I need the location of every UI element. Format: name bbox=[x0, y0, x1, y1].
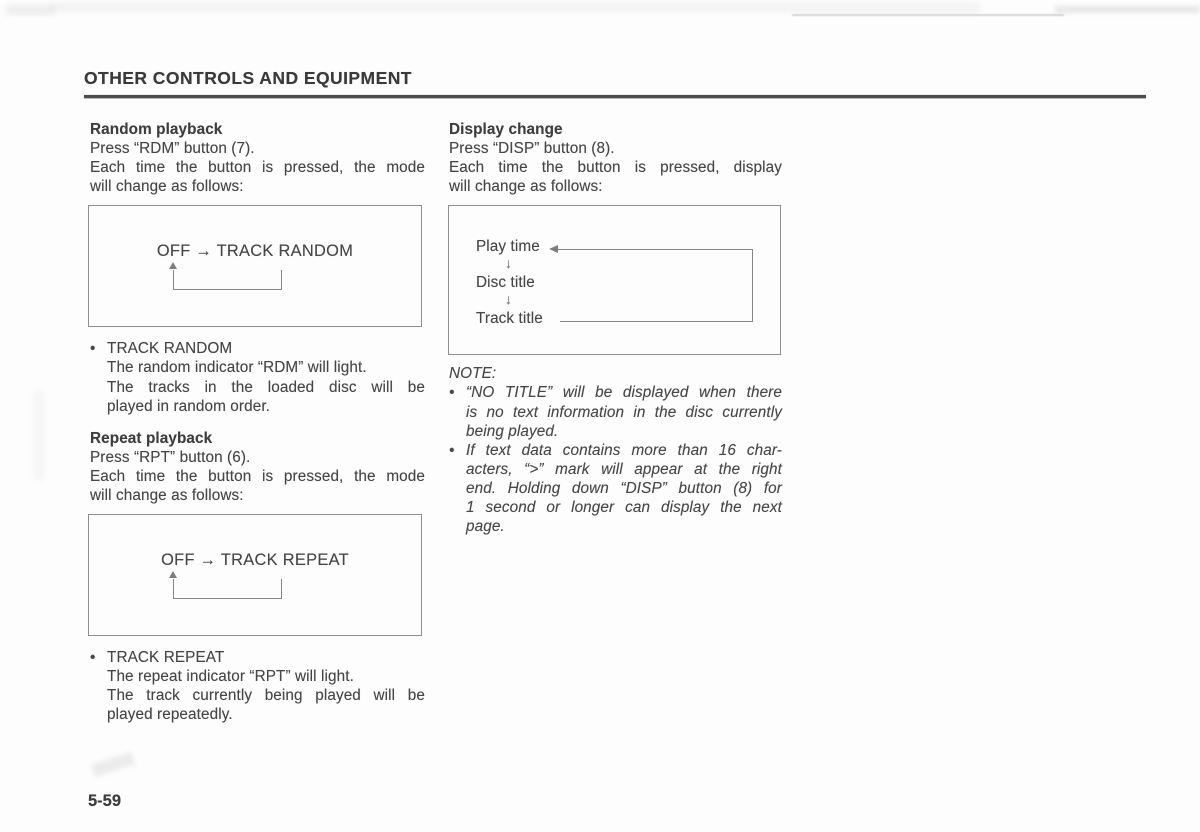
page-number: 5-59 bbox=[88, 792, 122, 810]
return-line-vertical bbox=[752, 249, 753, 322]
track-repeat-bullet-text bbox=[107, 648, 425, 724]
scan-artifact-top-right bbox=[1055, 6, 1200, 13]
text-line: Each time the button is pressed, the mode bbox=[90, 467, 425, 485]
scan-artifact-top-band bbox=[50, 3, 980, 12]
display-item-track-title: Track title bbox=[476, 310, 543, 328]
text-line: The random indicator “RDM” will light. bbox=[107, 359, 367, 377]
track-random-bullet-text bbox=[107, 339, 425, 415]
left-column bbox=[90, 120, 425, 725]
note-label: NOTE: bbox=[449, 365, 497, 383]
text-line: Each time the button is pressed, the mode bbox=[90, 159, 425, 177]
section-heading-repeat-playback: Repeat playback bbox=[90, 429, 213, 447]
text-line: played in random order. bbox=[107, 397, 271, 415]
bullet-icon: • bbox=[449, 384, 455, 402]
down-arrow-icon: ↓ bbox=[505, 255, 513, 272]
loop-return-line bbox=[173, 579, 282, 599]
chapter-title: OTHER CONTROLS AND EQUIPMENT bbox=[84, 68, 412, 88]
bullet-icon: • bbox=[90, 340, 96, 358]
text-line: will change as follows: bbox=[90, 487, 244, 505]
section-heading-display-change: Display change bbox=[449, 121, 563, 138]
scan-artifact-footer bbox=[91, 752, 135, 777]
header-rule bbox=[84, 95, 1146, 98]
text-line: will change as follows: bbox=[90, 178, 244, 196]
track-repeat-bullet bbox=[90, 648, 425, 724]
loop-arrowhead-icon bbox=[169, 571, 177, 578]
text-line: The tracks in the loaded disc will be bbox=[107, 378, 425, 396]
down-arrow-icon: ↓ bbox=[505, 291, 513, 308]
text-line: The repeat indicator “RPT” will light. bbox=[107, 668, 354, 686]
text-line: Press “RDM” button (7). bbox=[90, 140, 255, 158]
note-bullet-no-title-text bbox=[466, 383, 782, 440]
bullet-icon: • bbox=[449, 441, 455, 459]
repeat-playback-intro bbox=[90, 448, 425, 505]
text-line: TRACK REPEAT bbox=[107, 649, 225, 667]
display-item-play-time: Play time bbox=[476, 238, 540, 256]
return-line-bottom bbox=[560, 321, 752, 322]
loop-arrowhead-icon bbox=[169, 262, 177, 269]
text-line: end. Holding down “DISP” button (8) for bbox=[466, 479, 782, 497]
text-line: page. bbox=[466, 518, 505, 536]
text-line: is no text information in the disc currently bbox=[466, 403, 782, 421]
text-line: TRACK RANDOM bbox=[107, 340, 233, 358]
display-item-disc-title: Disc title bbox=[476, 274, 535, 292]
repeat-mode-diagram bbox=[88, 514, 422, 636]
scan-artifact-left-edge bbox=[34, 390, 44, 480]
text-line: played repeatedly. bbox=[107, 706, 233, 724]
text-line: 1 second or longer can display the next bbox=[466, 499, 782, 517]
note-bullet-text-data bbox=[449, 441, 782, 536]
left-arrowhead-icon bbox=[549, 245, 558, 253]
scan-artifact-corner bbox=[6, 5, 54, 15]
note-bullet-text-data-text bbox=[466, 441, 782, 536]
note-bullet-no-title bbox=[449, 383, 782, 440]
note-block bbox=[449, 364, 782, 536]
random-mode-diagram-label: OFF → TRACK RANDOM bbox=[156, 242, 354, 261]
return-line-top bbox=[558, 249, 752, 250]
bullet-icon: • bbox=[90, 649, 96, 667]
text-line: Press “RPT” button (6). bbox=[90, 448, 251, 466]
right-column bbox=[449, 120, 782, 536]
text-line: Each time the button is pressed, display bbox=[449, 159, 782, 177]
scan-artifact-top-line bbox=[792, 14, 1064, 16]
text-line: acters, “>” mark will appear at the right bbox=[466, 460, 782, 478]
section-heading-random-playback: Random playback bbox=[90, 121, 223, 138]
text-line: If text data contains more than 16 char- bbox=[466, 441, 782, 459]
display-change-intro bbox=[449, 139, 782, 196]
loop-return-line bbox=[173, 270, 282, 290]
text-line: being played. bbox=[466, 422, 559, 440]
display-cycle-diagram bbox=[448, 205, 781, 355]
text-line: “NO TITLE” will be displayed when there bbox=[466, 384, 782, 402]
text-line: Press “DISP” button (8). bbox=[449, 140, 615, 158]
random-playback-intro bbox=[90, 139, 425, 196]
text-line: The track currently being played will be bbox=[107, 687, 425, 705]
track-random-bullet bbox=[90, 339, 425, 415]
random-mode-diagram bbox=[88, 205, 422, 327]
text-line: will change as follows: bbox=[449, 178, 603, 196]
repeat-mode-diagram-label: OFF → TRACK REPEAT bbox=[161, 551, 349, 570]
